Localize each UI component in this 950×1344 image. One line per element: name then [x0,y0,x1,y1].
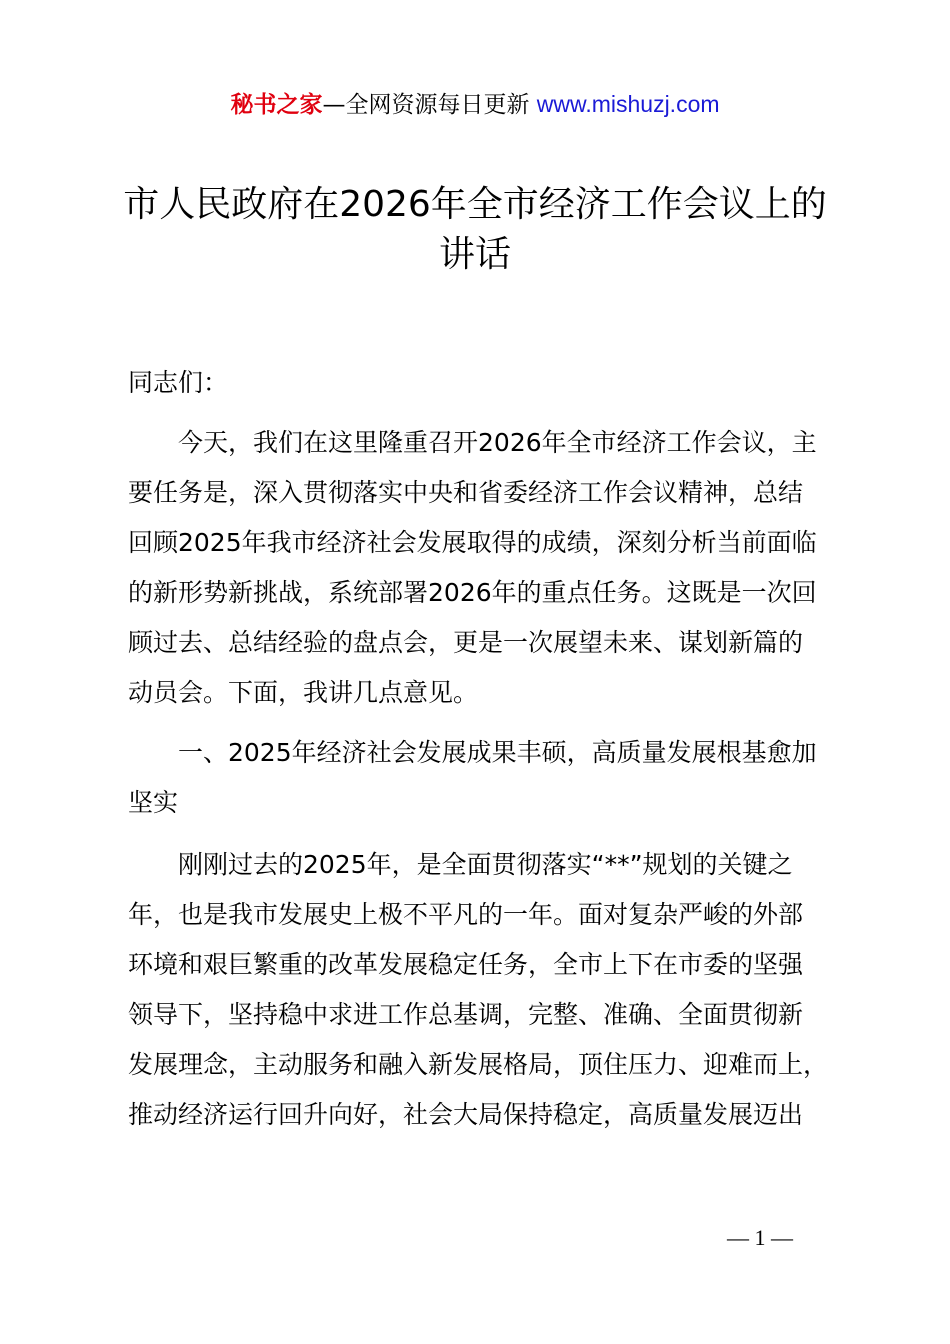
section-heading-1 [128,728,848,828]
paragraph-line: 动员会。下面，我讲几点意见。 [128,678,479,707]
heading-line: 一、2025年经济社会发展成果丰硕，高质量发展根基愈加 [178,738,817,767]
salutation-text: 同志们： [128,368,229,397]
paragraph-line: 要任务是，深入贯彻落实中央和省委经济工作会议精神，总结 [128,478,804,507]
paragraph-line: 的新形势新挑战，系统部署2026年的重点任务。这既是一次回 [128,578,817,607]
paragraph-line: 刚刚过去的2025年，是全面贯彻落实“**”规划的关键之 [178,850,793,879]
paragraph-line: 回顾2025年我市经济社会发展取得的成绩，深刻分析当前面临 [128,528,817,557]
paragraph-review [128,840,848,1140]
paragraph-line: 推动经济运行回升向好，社会大局保持稳定，高质量发展迈出 [128,1100,804,1129]
paragraph-line: 顾过去、总结经验的盘点会，更是一次展望未来、谋划新篇的 [128,628,804,657]
title-line-1: 市人民政府在2026年全市经济工作会议上的 [123,184,827,225]
paragraph-line: 发展理念，主动服务和融入新发展格局，顶住压力、迎难而上， [128,1050,829,1079]
salutation [128,358,848,408]
paragraph-intro [128,418,848,718]
brand-name: 秘书之家 [230,92,323,118]
paragraph-line: 环境和艰巨繁重的改革发展稳定任务，全市上下在市委的坚强 [128,950,804,979]
title-line-2: 讲话 [438,234,511,275]
site-url-link[interactable]: www.mishuzj.com [536,91,720,117]
heading-line: 坚实 [128,788,179,817]
page-number: — 1 — [727,1225,793,1250]
paragraph-line: 今天，我们在这里隆重召开2026年全市经济工作会议，主 [178,428,817,457]
paragraph-line: 领导下，坚持稳中求进工作总基调，完整、准确、全面贯彻新 [128,1000,804,1029]
paragraph-line: 年，也是我市发展史上极不平凡的一年。面对复杂严峻的外部 [128,900,804,929]
site-header [0,88,950,121]
header-slogan: —全网资源每日更新 [322,92,530,118]
document-title [100,180,850,280]
